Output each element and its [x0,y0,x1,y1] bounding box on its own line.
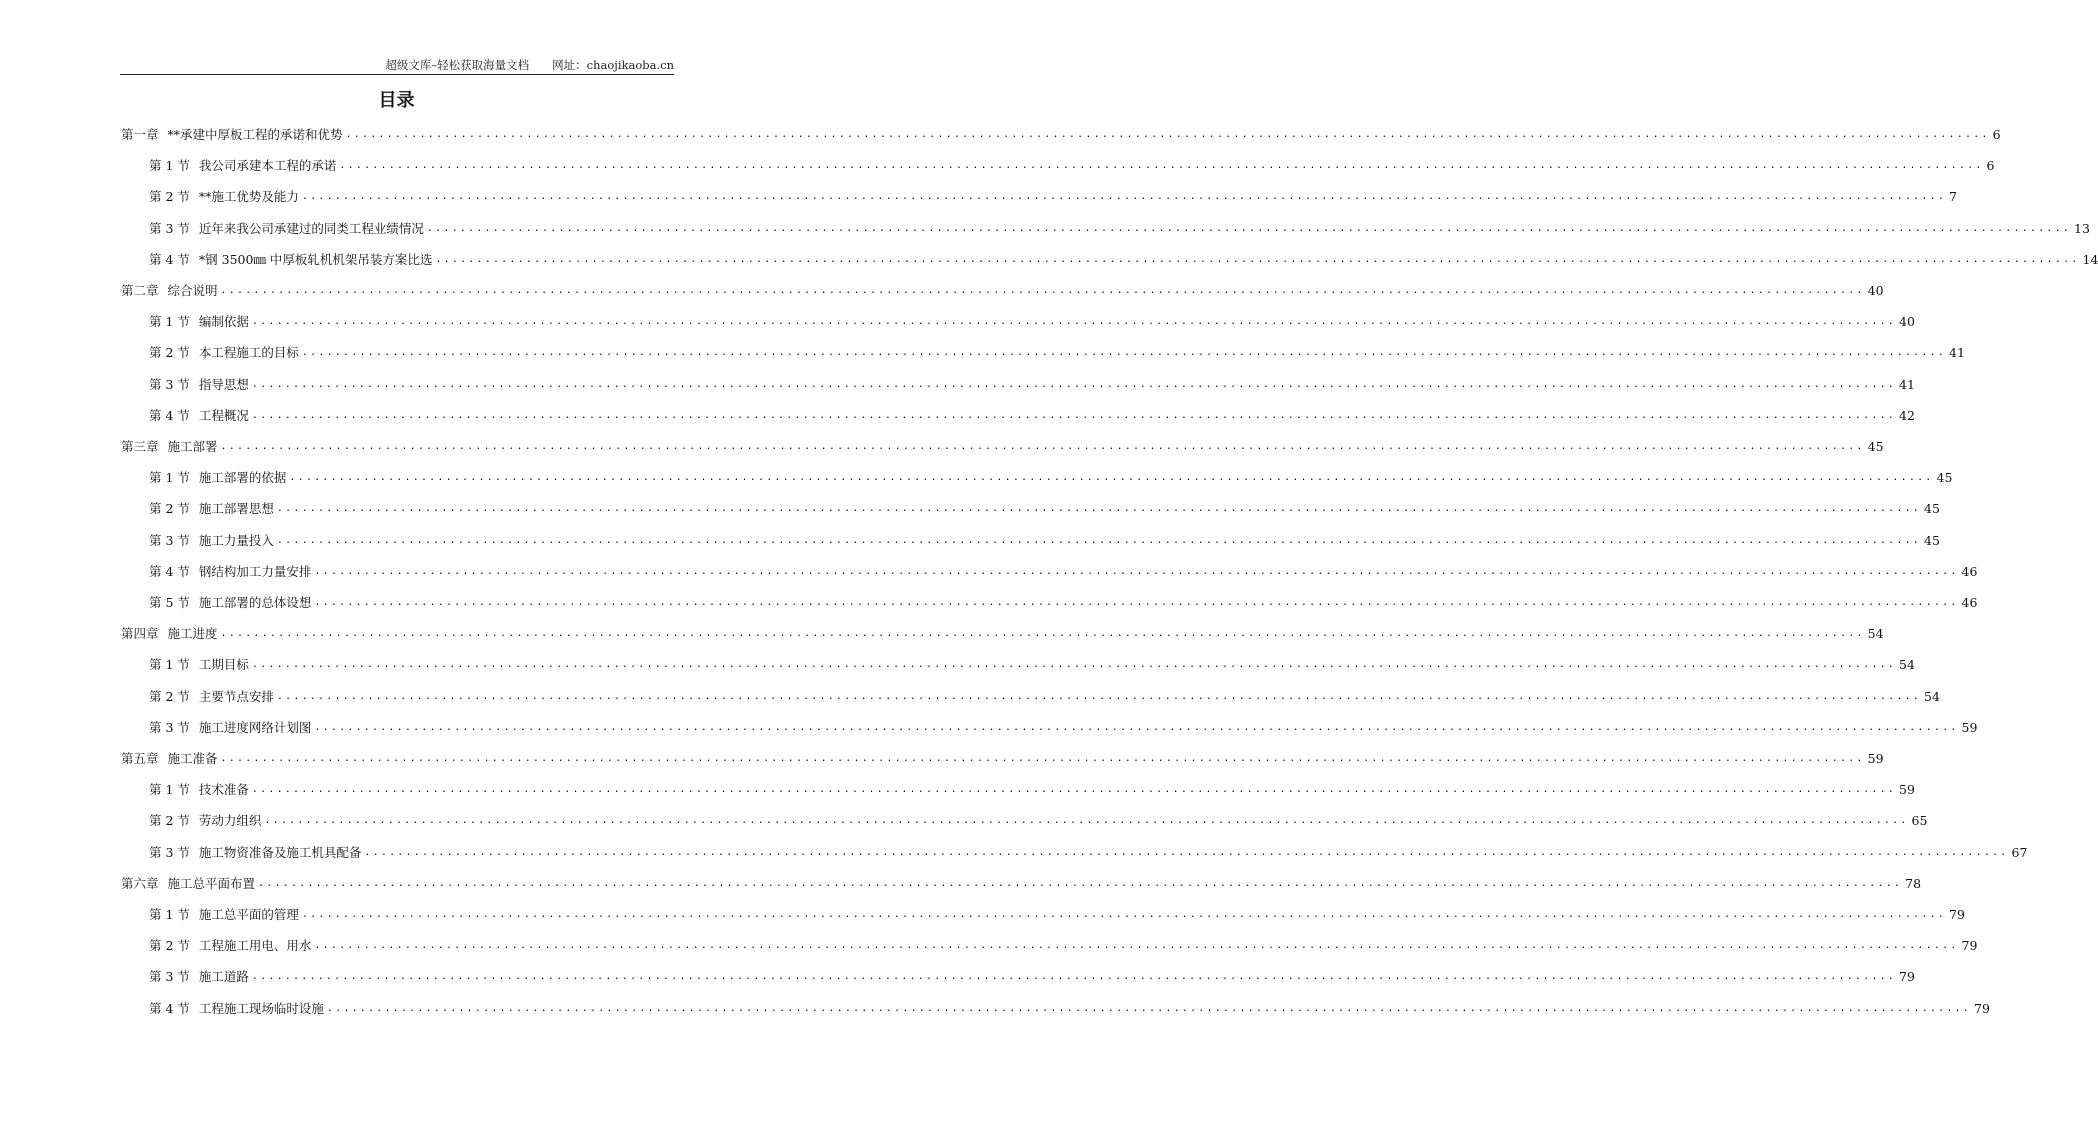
toc-page-number: 14 [2082,251,2098,267]
toc-section-entry[interactable] [149,373,1915,393]
toc-page-number: 59 [1867,751,1884,766]
toc-entry-title: 钢结构加工力量安排 [198,563,312,579]
toc-chapter-entry[interactable] [121,123,2001,143]
toc-entry-number: 第 3 节 [149,969,190,985]
toc-dot-leader: ........................................................................................................................................................................................................ [264,815,1909,827]
toc-page-number: 7 [1949,189,1957,205]
toc-page-number: 67 [2011,844,2028,860]
toc-entry-number: 第 4 节 [149,407,190,423]
toc-entry-title: 施工道路 [198,969,249,985]
toc-page-number: 78 [1905,875,1922,891]
page-header [120,58,674,75]
toc-page-number: 41 [1899,376,1915,392]
toc-page-number: 45 [1924,501,1940,517]
toc-page-number: 40 [1867,283,1884,298]
toc-section-entry[interactable] [149,841,2028,861]
toc-page-number: 6 [1992,127,2001,142]
toc-dot-leader: ........................................................................................................................................................................................................ [276,534,1922,546]
toc-entry-number: 第 2 节 [149,501,190,517]
toc-chapter-entry[interactable] [121,747,1884,767]
toc-dot-leader: ........................................................................................................................................................................................................ [326,1002,1972,1014]
toc-entry-title: 指导思想 [198,376,249,392]
toc-entry-number: 第 4 节 [149,563,190,579]
toc-page-number: 54 [1867,626,1884,642]
toc-entry-number: 第 2 节 [149,813,190,829]
toc-section-entry[interactable] [149,934,1978,954]
toc-page-number: 59 [1899,782,1915,798]
toc-entry-number: 第 3 节 [149,844,190,860]
toc-page-number: 59 [1961,719,1978,735]
toc-page-number: 79 [1961,938,1978,954]
toc-dot-leader: ........................................................................................................................................................................................................ [314,940,1959,952]
toc-page-number: 45 [1924,532,1940,548]
toc-entry-title: 施工进度 [167,626,218,642]
toc-entry-title: 本工程施工的目标 [198,345,299,361]
toc-dot-leader: ........................................................................................................................................................................................................ [435,253,2080,265]
toc-page-number: 79 [1974,1000,1990,1016]
toc-entry-title: 技术准备 [198,782,249,798]
toc-dot-leader: ........................................................................................................................................................................................................ [220,753,1865,764]
toc-dot-leader: ........................................................................................................................................................................................................ [276,690,1922,702]
toc-entry-number: 第 3 节 [149,532,190,548]
toc-entry-number: 第三章 [121,439,159,454]
toc-entry-title: 施工部署的依据 [198,470,287,486]
toc-section-entry[interactable] [149,653,1915,673]
toc-section-entry[interactable] [149,310,1915,330]
toc-page-number: 6 [1986,158,1995,174]
toc-dot-leader: ........................................................................................................................................................................................................ [339,160,1984,172]
toc-section-entry[interactable] [149,716,1978,736]
toc-dot-leader: ........................................................................................................................................................................................................ [314,597,1959,608]
toc-dot-leader: ........................................................................................................................................................................................................ [314,565,1959,577]
toc-entry-title: 综合说明 [167,283,218,298]
toc-chapter-entry[interactable] [121,435,1884,455]
toc-chapter-entry[interactable] [121,872,1922,892]
toc-entry-title: 施工力量投入 [198,532,274,548]
toc-page-number: 42 [1899,407,1915,423]
toc-chapter-entry[interactable] [121,279,1884,299]
toc-entry-title: 劳动力组织 [198,813,262,829]
toc-entry-number: 第 2 节 [149,688,190,704]
toc-page-number: 65 [1911,813,1928,829]
toc-entry-title: 施工准备 [167,751,218,766]
toc-dot-leader: ........................................................................................................................................................................................................ [251,316,1897,328]
toc-page-number: 79 [1899,969,1915,985]
toc-section-entry[interactable] [149,341,1965,361]
toc-entry-number: 第 2 节 [149,189,190,205]
toc-dot-leader: ........................................................................................................................................................................................................ [220,441,1865,452]
toc-dot-leader: ........................................................................................................................................................................................................ [251,378,1897,390]
toc-entry-number: 第 5 节 [149,595,190,610]
toc-entry-title: 主要节点安排 [198,688,274,704]
toc-section-entry[interactable] [149,248,2098,268]
toc-entry-title: 我公司承建本工程的承诺 [198,158,337,174]
toc-section-entry[interactable] [149,809,1928,829]
toc-entry-title: 近年来我公司承建过的同类工程业绩情况 [198,220,424,236]
toc-section-entry[interactable] [149,685,1940,705]
toc-dot-leader: ........................................................................................................................................................................................................ [364,846,2009,858]
toc-page-number: 46 [1961,563,1978,579]
toc-dot-leader: ........................................................................................................................................................................................................ [220,285,1865,296]
toc-entry-number: 第 1 节 [149,657,190,673]
toc-section-entry[interactable] [149,185,1957,205]
toc-section-entry[interactable] [149,903,1965,923]
toc-section-entry[interactable] [149,404,1915,424]
toc-dot-leader: ........................................................................................................................................................................................................ [301,909,1947,920]
toc-entry-title: 工程施工用电、用水 [198,938,312,954]
toc-page-number: 46 [1961,595,1978,610]
toc-entry-title: 施工部署 [167,439,218,454]
toc-entry-title: 施工部署思想 [198,501,274,517]
toc-chapter-entry[interactable] [121,622,1884,642]
toc-section-entry[interactable] [149,997,1990,1017]
toc-dot-leader: ........................................................................................................................................................................................................ [276,503,1922,515]
toc-page-number: 54 [1924,688,1940,704]
toc-dot-leader: ........................................................................................................................................................................................................ [220,628,1865,640]
toc-dot-leader: ........................................................................................................................................................................................................ [426,222,2072,234]
toc-entry-number: 第 3 节 [149,719,190,735]
toc-entry-title: 工程施工现场临时设施 [198,1000,324,1016]
toc-page-number: 79 [1949,907,1965,922]
toc-entry-number: 第二章 [121,283,159,298]
toc-dot-leader: ........................................................................................................................................................................................................ [289,472,1934,484]
toc-dot-leader: ........................................................................................................................................................................................................ [251,409,1897,421]
toc-section-entry[interactable] [149,965,1915,985]
toc-entry-number: 第 2 节 [149,345,190,361]
toc-entry-number: 第一章 [121,127,159,142]
toc-section-entry[interactable] [149,591,1978,611]
toc-dot-leader: ........................................................................................................................................................................................................ [301,347,1947,359]
toc-page-number: 13 [2074,220,2090,236]
toc-entry-title: 工程概况 [198,407,249,423]
toc-entry-title: 工期目标 [198,657,249,673]
toc-entry-number: 第五章 [121,751,159,766]
toc-entry-title: 施工物资准备及施工机具配备 [198,844,362,860]
toc-entry-title: **承建中厚板工程的承诺和优势 [167,127,343,142]
header-text: 超级文库–轻松获取海量文档 网址：chaojikaoba.cn [385,58,674,72]
toc-section-entry[interactable] [149,529,1940,549]
toc-entry-number: 第 1 节 [149,782,190,798]
toc-dot-leader: ........................................................................................................................................................................................................ [251,659,1897,671]
toc-entry-title: 编制依据 [198,314,249,330]
toc-entry-title: *钢 3500㎜ 中厚板轧机机架吊装方案比选 [198,251,433,267]
toc-entry-number: 第 1 节 [149,907,190,922]
toc-section-entry[interactable] [149,778,1915,798]
toc-entry-number: 第 3 节 [149,376,190,392]
toc-entry-number: 第 1 节 [149,314,190,330]
toc-entry-title: 施工总平面的管理 [198,907,299,922]
toc-entry-number: 第 1 节 [149,470,190,486]
toc-section-entry[interactable] [149,217,2090,237]
toc-page-number: 54 [1899,657,1915,673]
toc-entry-number: 第四章 [121,626,159,642]
toc-dot-leader: ........................................................................................................................................................................................................ [251,784,1897,796]
page-title: 目录 [378,90,415,111]
toc-dot-leader: ........................................................................................................................................................................................................ [314,721,1959,733]
toc-entry-number: 第 4 节 [149,251,190,267]
toc-entry-number: 第 2 节 [149,938,190,954]
toc-section-entry[interactable] [149,154,1995,174]
toc-entry-title: 施工部署的总体设想 [198,595,312,610]
toc-entry-title: 施工进度网络计划图 [198,719,312,735]
toc-entry-number: 第 3 节 [149,220,190,236]
toc-page-number: 41 [1949,345,1965,361]
toc-dot-leader: ........................................................................................................................................................................................................ [251,971,1897,983]
toc-entry-title: **施工优势及能力 [198,189,299,205]
toc-section-entry[interactable] [149,497,1940,517]
toc-dot-leader: ........................................................................................................................................................................................................ [301,191,1947,203]
toc-entry-number: 第六章 [121,875,159,891]
toc-section-entry[interactable] [149,466,1953,486]
toc-page-number: 40 [1899,314,1915,330]
toc-page-number: 45 [1867,439,1884,454]
toc-dot-leader: ........................................................................................................................................................................................................ [345,129,1990,140]
toc-entry-title: 施工总平面布置 [167,875,256,891]
toc-entry-number: 第 4 节 [149,1000,190,1016]
toc-dot-leader: ........................................................................................................................................................................................................ [258,877,1903,889]
toc-section-entry[interactable] [149,560,1978,580]
toc-entry-number: 第 1 节 [149,158,190,174]
toc-page-number: 45 [1936,470,1953,486]
